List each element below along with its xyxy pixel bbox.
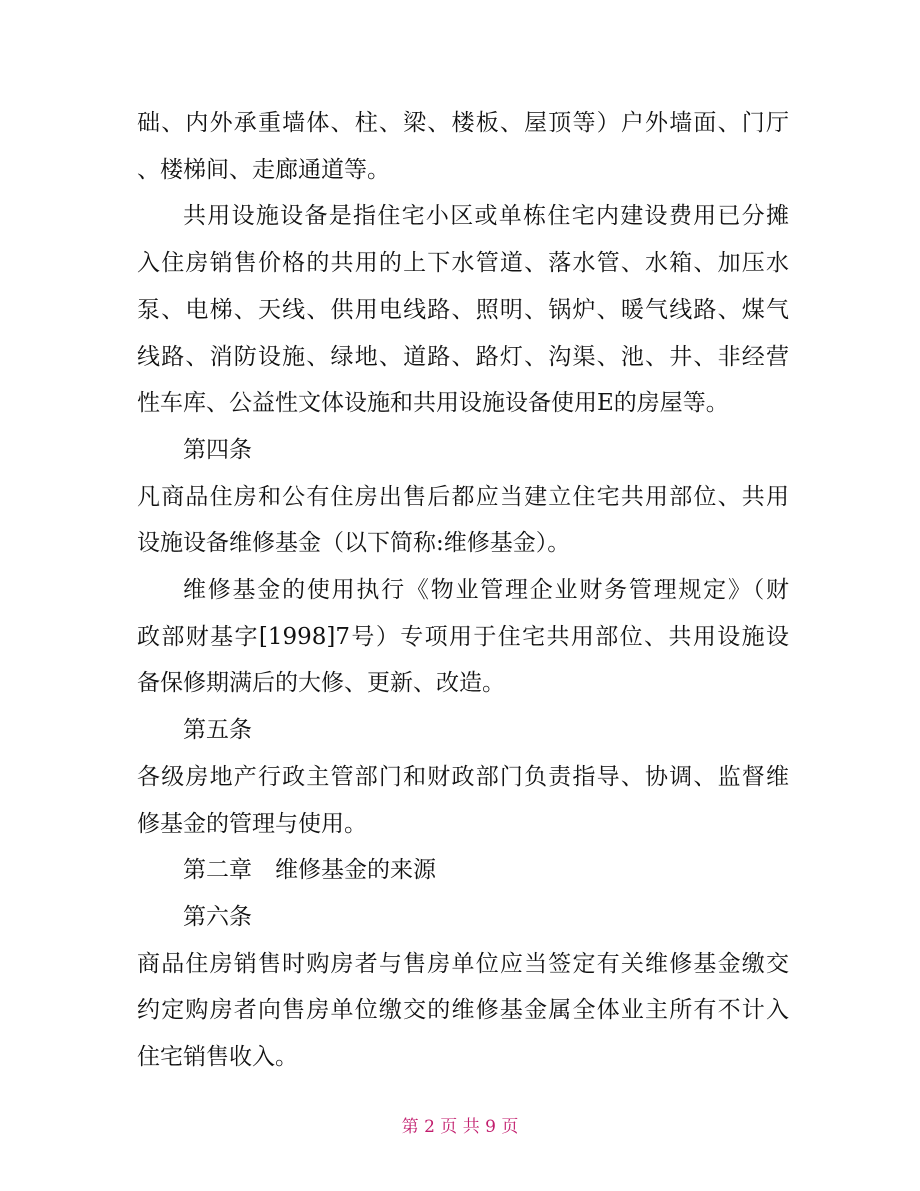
page-footer: 第 2 页 共 9 页	[401, 1117, 519, 1137]
paragraph	[137, 427, 789, 474]
text-line: 凡商品住房和公有住房出售后都应当建立住宅共用部位、共用	[137, 483, 789, 510]
paragraph	[137, 754, 789, 847]
text-line: 约定购房者向售房单位缴交的维修基金属全体业主所有不计入	[137, 997, 789, 1024]
paragraph	[137, 474, 789, 567]
paragraph	[137, 100, 789, 193]
paragraph	[137, 847, 789, 894]
text-line: 第二章 维修基金的来源	[183, 857, 436, 884]
paragraph	[137, 894, 789, 941]
text-line: 维修基金的使用执行《物业管理企业财务管理规定》（财	[183, 577, 789, 603]
text-line: 各级房地产行政主管部门和财政部门负责指导、协调、监督维	[137, 763, 789, 790]
paragraph	[137, 707, 789, 754]
text-line: 备保修期满后的大修、更新、改造。	[137, 670, 505, 697]
text-line: 泵、电梯、天线、供用电线路、照明、锅炉、暖气线路、煤气	[137, 296, 789, 323]
text-line: 础、内外承重墙体、柱、梁、楼板、屋顶等）户外墙面、门厅	[137, 110, 789, 136]
text-line: 线路、消防设施、绿地、道路、路灯、沟渠、池、井、非经营	[137, 343, 789, 370]
paragraph	[137, 567, 789, 707]
text-line: 修基金的管理与使用。	[137, 810, 367, 837]
text-line: 住宅销售收入。	[137, 1044, 298, 1070]
text-line: 、楼梯间、走廊通道等。	[137, 156, 390, 183]
text-line: 入住房销售价格的共用的上下水管道、落水管、水箱、加压水	[137, 250, 789, 277]
text-line: 性车库、公益性文体设施和共用设施设备使用E的房屋等。	[137, 390, 729, 417]
text-line: 设施设备维修基金（以下简称:维修基金）。	[137, 530, 571, 557]
text-line: 第五条	[183, 717, 252, 744]
text-line: 共用设施设备是指住宅小区或单栋住宅内建设费用已分摊	[183, 203, 789, 230]
text-line: 第六条	[183, 903, 252, 930]
text-line: 政部财基字[1998]7号）专项用于住宅共用部位、共用设施设	[137, 623, 789, 650]
text-line: 商品住房销售时购房者与售房单位应当签定有关维修基金缴交	[137, 950, 789, 977]
text-line: 第四条	[183, 436, 252, 463]
paragraph	[137, 193, 789, 427]
paragraph	[137, 941, 789, 1081]
